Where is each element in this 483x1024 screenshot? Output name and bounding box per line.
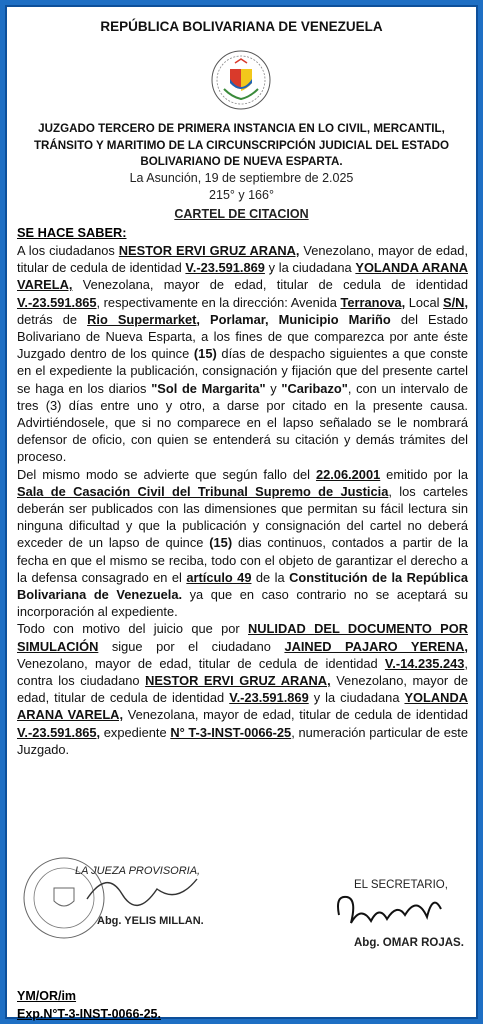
p2-run: Sala de Casación Civil del Tribunal Supremo de Justicia — [17, 483, 389, 499]
secretary-name: Abg. OMAR ROJAS. — [354, 937, 464, 949]
p3-run: JAINED PAJARO YERENA, — [284, 638, 468, 654]
p3-run: , numeración particular de este Juzgado. — [17, 724, 468, 757]
p2-run: ya que en caso contrario no se aceptará su incorporación al expediente. — [17, 587, 468, 620]
p2-run: emitido por la — [380, 466, 468, 482]
document-page — [5, 5, 478, 1019]
p1-run: detrás de — [17, 311, 88, 327]
p1-run: y la ciudadana — [264, 260, 356, 276]
p3-run: NESTOR ERVI GRUZ ARANA, — [145, 673, 331, 689]
p1-run: S/N, — [443, 294, 469, 310]
p3-run: , contra los ciudadano — [17, 655, 468, 689]
p1-run: YOLANDA ARANA VARELA, — [17, 260, 468, 293]
court-name — [7, 121, 476, 171]
p3-run: Venezolana, mayor de edad, titular de cedula de identidad — [123, 707, 469, 723]
dateline: La Asunción, 19 de septiembre de 2.025 — [129, 171, 354, 185]
p2-run: , los carteles deberán ser publicados con las dimensiones que permitan su fácil lectura sin ninguna dificultad y que la publicación y consignación del cartel no deberá exceder de un lapso de quince — [17, 483, 468, 551]
p1-run: Rio Supermarket, — [87, 311, 200, 327]
p1-run: y — [265, 380, 282, 396]
p1-run: NESTOR ERVI GRUZ ARANA, — [118, 243, 300, 258]
court-line-1: JUZGADO TERCERO DE PRIMERA INSTANCIA EN LO CIVIL, MERCANTIL, — [38, 122, 445, 135]
p1-run: Venezolano, mayor de edad, titular de cedula de identidad — [17, 243, 469, 276]
p1-run — [200, 312, 210, 327]
p1-run: del Estado Bolivariano de Nueva Esparta, a los fines de que comparezca por ante éste Juzgado dentro de los quince — [17, 311, 469, 362]
section-heading: SE HACE SABER: — [17, 225, 127, 240]
p1-run: Porlamar, Municipio Mariño — [210, 311, 391, 327]
court-line-3: BOLIVARIANO DE NUEVA ESPARTA. — [140, 155, 343, 168]
p3-run: Todo con motivo del juicio que por — [17, 621, 248, 637]
expediente-number: Exp.N°T-3-INST-0066-25. — [17, 1007, 161, 1021]
p1-run: (15) — [193, 346, 217, 362]
p2-run: (15) — [209, 535, 233, 551]
judge-title: LA JUEZA PROVISORIA, — [75, 865, 201, 877]
document-title: CARTEL DE CITACION — [174, 207, 309, 221]
p2-run: de la — [251, 569, 290, 585]
p1-run: , con un intervalo de tres (3) días entre uno y otro, a darse por citado en la presente causa. Advirtiéndosele, que si no comparece en el lapso señalado se le nombrará defensor de oficio, con quien se entenderá su citación y demás trámites del proceso. — [17, 380, 469, 465]
p1-run: Venezolana, mayor de edad, titular de cedula de identidad — [72, 277, 468, 293]
secretary-title: EL SECRETARIO, — [354, 879, 448, 891]
p3-run: V.-14.235.243 — [384, 655, 465, 671]
paragraph-citation — [17, 242, 468, 466]
p1-run: V.-23.591.865 — [17, 294, 97, 310]
p3-run: Venezolano, mayor de edad, titular de cedula de identidad — [17, 655, 385, 671]
republic-title: REPÚBLICA BOLIVARIANA DE VENEZUELA — [100, 19, 383, 34]
p3-run: expediente — [100, 724, 171, 740]
p3-run: Venezolano, mayor de edad, titular de cedula de identidad — [17, 673, 468, 706]
year-codes: 215° y 166° — [209, 188, 274, 202]
document-body — [17, 242, 468, 758]
p1-run: días de despacho siguientes a que conste en el expediente la publicación, consignación y fijación que del presente cartel se haga en los diarios — [17, 346, 468, 396]
p1-run: , respectivamente en la dirección: Avenida — [96, 294, 341, 310]
p1-run: "Caribazo" — [281, 380, 348, 396]
initials: YM/OR/im — [17, 989, 77, 1003]
p3-run: N° T-3-INST-0066-25 — [170, 724, 292, 740]
p3-run: y la ciudadana — [308, 690, 405, 706]
p2-run: Constitución de la República Bolivariana de Venezuela. — [17, 569, 468, 603]
p3-run: NULIDAD DEL DOCUMENTO POR SIMULACIÓN — [17, 621, 468, 654]
court-line-2: TRÁNSITO Y MARITIMO DE LA CIRCUNSCRIPCIÓN JUDICIAL DEL ESTADO — [33, 138, 450, 152]
paragraph-case-motive — [17, 620, 468, 758]
p2-run: Del mismo modo se advierte que según fallo del — [17, 466, 316, 482]
p3-run: YOLANDA ARANA VARELA, — [17, 690, 468, 723]
p1-run: V.-23.591.869 — [185, 260, 265, 276]
p1-run: "Sol de Margarita" — [151, 380, 266, 396]
p3-run: V.-23.591.865, — [17, 724, 101, 740]
paragraph-jurisprudence — [17, 466, 468, 621]
p2-run: dias continuos, contados a partir de la fecha en que el mismo se reciba, todo con el objeto de garantizar el derecho a la defensa consagrado en el — [17, 535, 469, 585]
p1-run: Terranova, — [340, 294, 406, 310]
p3-run: V.-23.591.869 — [229, 690, 309, 706]
p1-run: Local — [405, 294, 444, 310]
p2-run: artículo 49 — [186, 569, 252, 585]
judge-name: Abg. YELIS MILLAN. — [97, 915, 204, 927]
p3-run: sigue por el ciudadano — [98, 638, 285, 654]
venezuela-coat-of-arms-seal — [210, 49, 272, 111]
p1-run: A los ciudadanos — [17, 243, 119, 258]
p2-run: 22.06.2001 — [315, 466, 381, 482]
